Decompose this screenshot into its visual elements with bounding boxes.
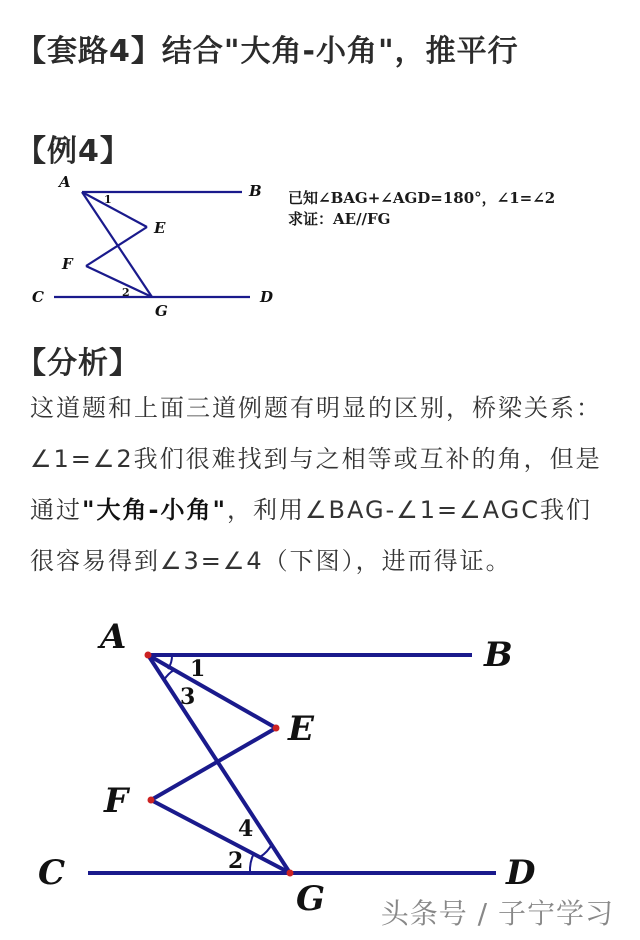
angle-label-1: 1 [104, 193, 112, 206]
analysis-heading: 【分析】 [16, 346, 140, 381]
label-g: G [296, 879, 326, 919]
label-c: C [32, 288, 44, 306]
label-d: D [260, 288, 274, 306]
vertex-dot-g [287, 870, 294, 877]
example-heading: 【例4】 [16, 134, 131, 169]
analysis-text-part2: ，利用∠BAG-∠1=∠AGC我们很容易得到∠3=∠4（下图），进而得证。 [30, 496, 592, 575]
label-a: A [59, 173, 71, 191]
angle-label-3: 3 [180, 684, 196, 710]
label-b: B [484, 635, 513, 675]
segment-fg [151, 800, 290, 873]
label-a: A [100, 620, 127, 657]
angle-label-4: 4 [238, 816, 254, 842]
segment-ae [148, 655, 276, 728]
angle-label-1: 1 [190, 656, 206, 682]
given-statement: 已知∠BAG+∠AGD=180°，∠1=∠2 [288, 189, 556, 207]
source-watermark: 头条号 / 子宁学习 [380, 897, 614, 930]
label-f: F [62, 255, 73, 273]
prove-statement: 求证：AE//FG [288, 210, 391, 228]
analysis-text-part1: 这道题和上面三道例题有明显的区别，桥梁关系：∠1=∠2我们很难找到与之相等或互补的角，但是通过 [30, 394, 602, 524]
angle-arc-2 [250, 853, 254, 873]
angle-label-2: 2 [228, 848, 244, 874]
label-b: B [249, 182, 262, 200]
segment-ag [148, 655, 290, 873]
angle-label-2: 2 [122, 286, 130, 299]
angle-arc-4 [260, 844, 272, 857]
analysis-paragraph [30, 383, 612, 587]
label-g: G [155, 302, 168, 320]
analysis-bold-phrase: "大角-小角" [82, 496, 227, 524]
label-f: F [104, 781, 129, 821]
label-e: E [154, 219, 166, 237]
analysis-figure [20, 620, 620, 930]
label-d: D [506, 853, 536, 893]
segment-eg [86, 227, 147, 266]
vertex-dot-e [273, 725, 280, 732]
page-title: 【套路4】结合"大角-小角"，推平行 [16, 34, 519, 69]
vertex-dot-a [145, 652, 152, 659]
vertex-dot-f [148, 797, 155, 804]
segment-eg [151, 728, 276, 800]
angle-arc-3 [164, 670, 174, 680]
segment-ae [82, 192, 147, 227]
label-c: C [38, 853, 66, 893]
label-e: E [288, 709, 314, 749]
